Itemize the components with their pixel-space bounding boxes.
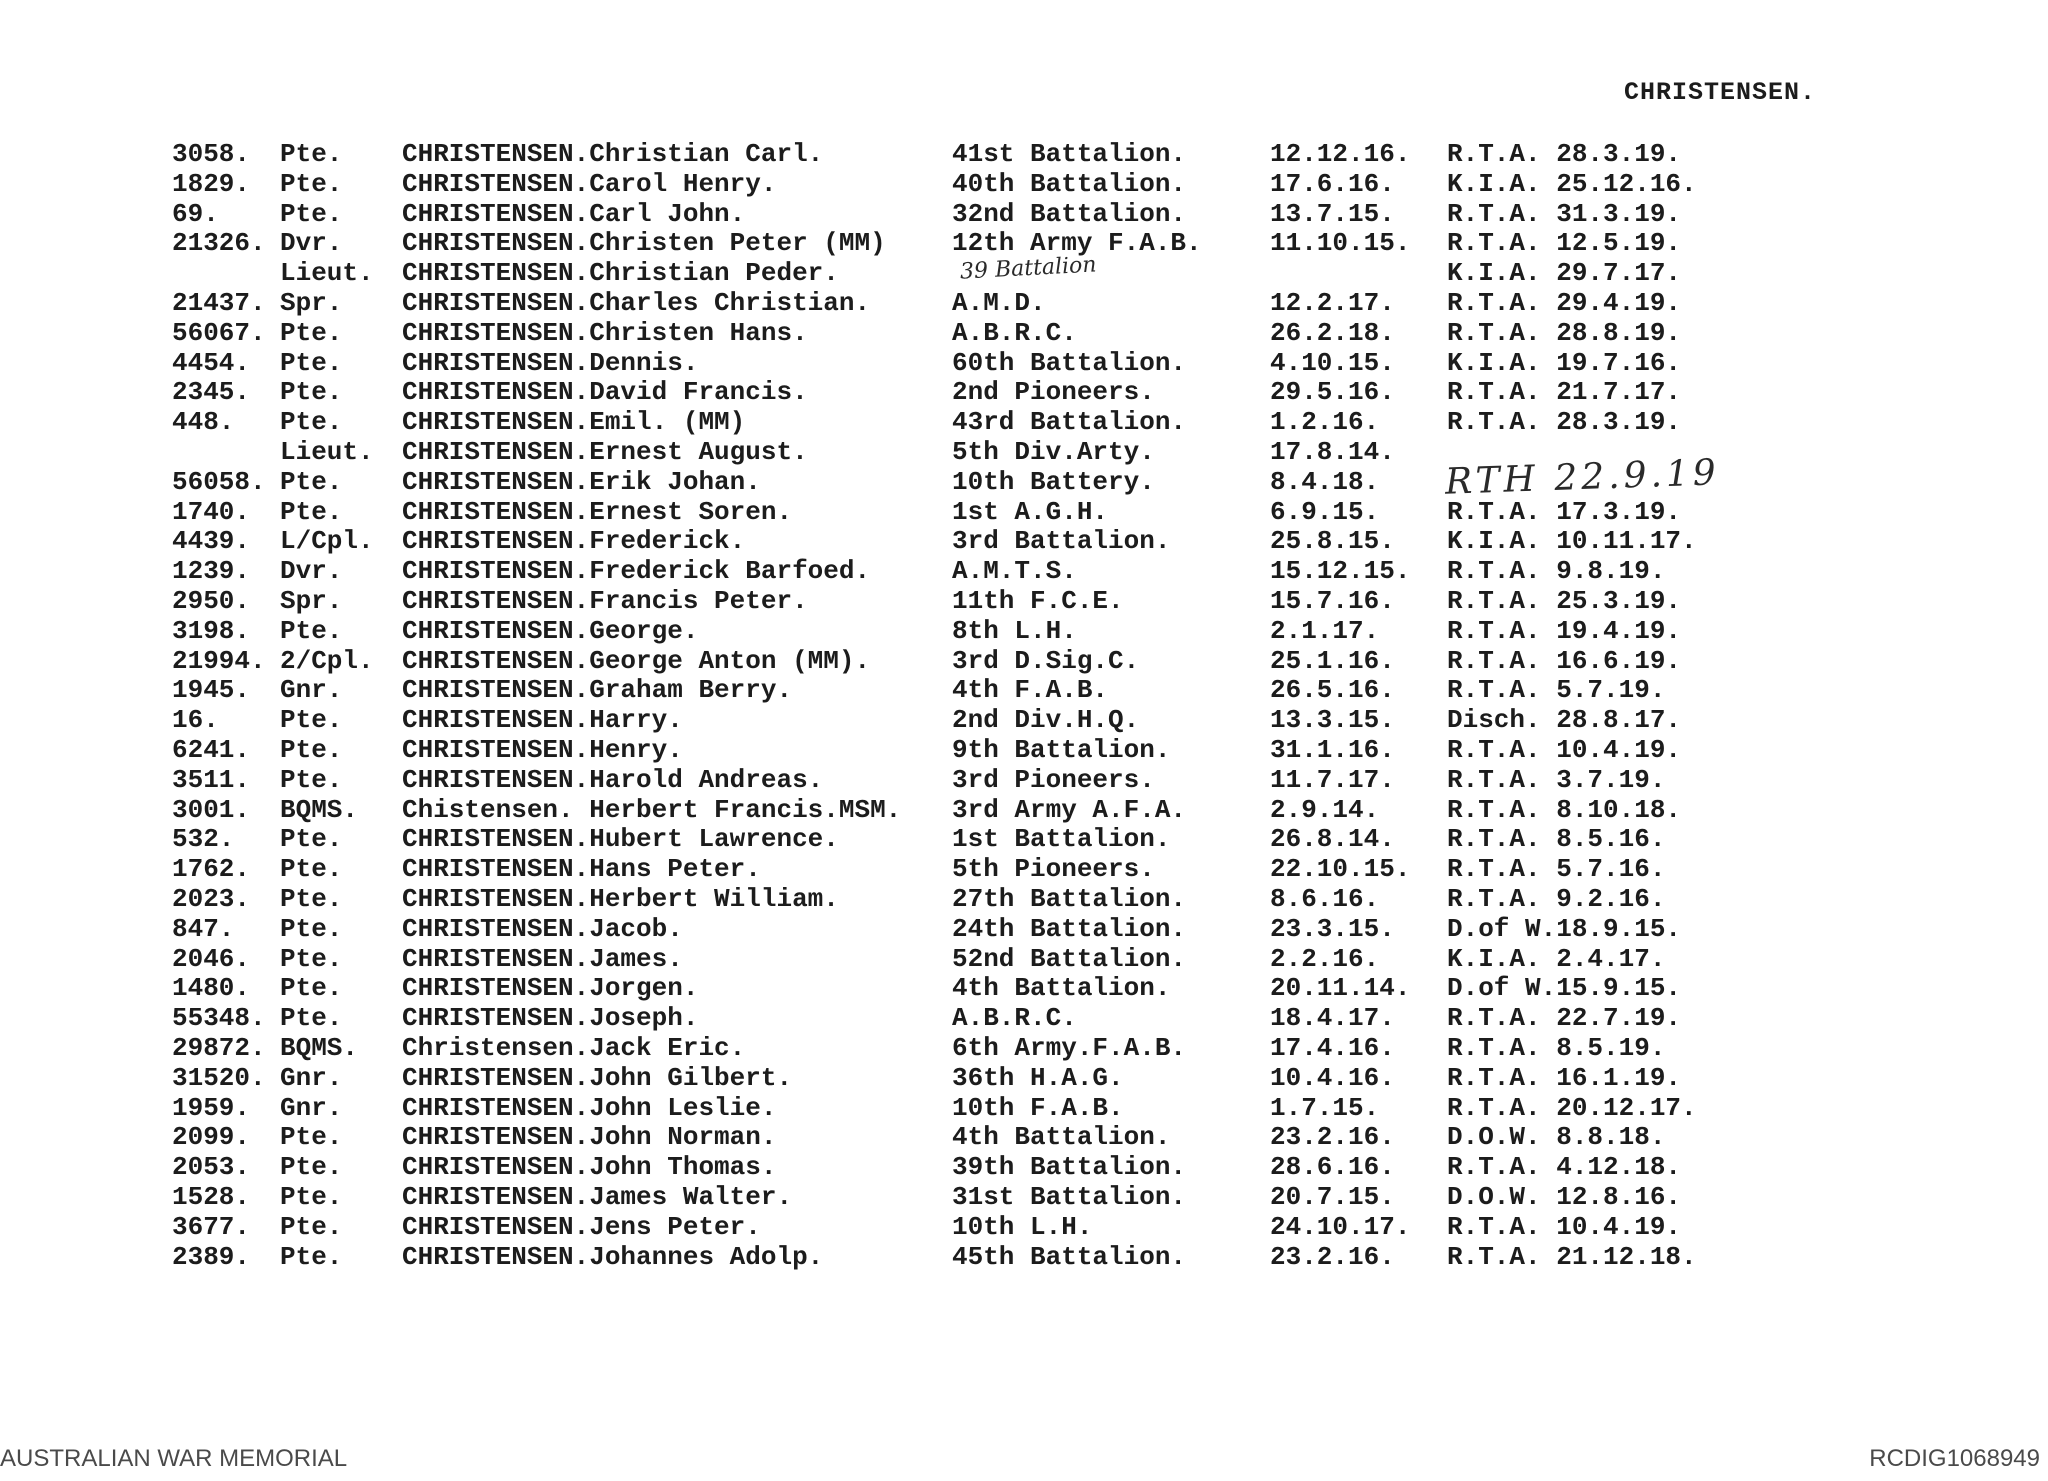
rank: L/Cpl.	[280, 526, 374, 557]
soldier-name: CHRISTENSEN.Carol Henry.	[402, 168, 777, 199]
service-number: 847.	[172, 913, 235, 944]
soldier-name: CHRISTENSEN.Harold Andreas.	[402, 764, 824, 795]
unit: 5th Pioneers.	[952, 854, 1155, 885]
unit: 1st A.G.H.	[952, 496, 1109, 527]
rank: Spr.	[280, 288, 343, 318]
rank: Gnr.	[280, 675, 343, 706]
service-number: 4439.	[172, 526, 251, 557]
unit: A.M.T.S.	[952, 556, 1077, 587]
unit: 12th Army F.A.B.	[952, 228, 1202, 259]
handwritten-unit-note: 39 Battalion	[959, 252, 1098, 285]
enlistment-date: 8.6.16.	[1270, 884, 1380, 914]
enlistment-date: 17.4.16.	[1270, 1033, 1395, 1063]
service-number: 1959.	[172, 1092, 251, 1123]
service-number: 1829.	[172, 168, 251, 199]
fate: Disch. 28.8.17.	[1447, 705, 1682, 736]
rank: Pte.	[280, 466, 343, 497]
soldier-name: CHRISTENSEN.James Walter.	[402, 1182, 793, 1212]
fate: R.T.A. 28.3.19.	[1447, 407, 1682, 438]
soldier-name: CHRISTENSEN.George.	[402, 615, 699, 646]
unit: A.B.R.C.	[952, 1003, 1077, 1034]
service-number: 21994.	[172, 645, 266, 676]
service-number: 1762.	[172, 854, 251, 885]
unit: 10th L.H.	[952, 1211, 1093, 1242]
fate: R.T.A. 10.4.19.	[1447, 735, 1682, 765]
roll-row	[0, 705, 2048, 735]
soldier-name: CHRISTENSEN.Ernest August.	[402, 437, 808, 467]
soldier-name: CHRISTENSEN.John Leslie.	[402, 1092, 777, 1123]
handwritten-return-note: RTH 22.9.19	[1444, 452, 1721, 503]
enlistment-date: 23.3.15.	[1270, 913, 1395, 944]
roll-row	[0, 407, 2048, 437]
roll-row	[0, 169, 2048, 199]
surname-heading: CHRISTENSEN.	[1623, 78, 1816, 107]
soldier-name: CHRISTENSEN.James.	[402, 943, 683, 974]
unit: 4th Battalion.	[952, 1122, 1171, 1153]
service-number: 56058.	[172, 466, 266, 497]
roll-row	[0, 199, 2048, 229]
rank: Pte.	[280, 1122, 343, 1153]
service-number: 448.	[172, 407, 235, 438]
fate: D.O.W. 8.8.18.	[1447, 1122, 1666, 1153]
roll-row	[0, 1003, 2048, 1033]
unit: A.M.D.	[952, 288, 1046, 318]
rank: Pte.	[280, 824, 343, 855]
roll-row	[0, 1152, 2048, 1182]
enlistment-date: 13.3.15.	[1270, 705, 1395, 736]
roll-row	[0, 854, 2048, 884]
enlistment-date: 25.1.16.	[1270, 645, 1395, 676]
service-number: 16.	[172, 705, 219, 736]
enlistment-date: 15.7.16.	[1270, 586, 1395, 616]
soldier-name: CHRISTENSEN.Jorgen.	[402, 973, 699, 1004]
rank: BQMS.	[280, 794, 359, 825]
enlistment-date: 29.5.16.	[1270, 377, 1395, 408]
roll-row	[0, 348, 2048, 378]
soldier-name: CHRISTENSEN.Christen Peter (MM)	[402, 228, 886, 259]
rank: Pte.	[280, 1241, 343, 1272]
fate: K.I.A. 2.4.17.	[1447, 943, 1666, 974]
enlistment-date: 13.7.15.	[1270, 198, 1395, 229]
soldier-name: Christensen.Jack Eric.	[402, 1033, 746, 1063]
service-number: 56067.	[172, 317, 266, 348]
soldier-name: CHRISTENSEN.Jens Peter.	[402, 1211, 761, 1242]
roll-row	[0, 824, 2048, 854]
roll-row	[0, 765, 2048, 795]
soldier-name: CHRISTENSEN.Carl John.	[402, 198, 746, 229]
rank: Pte.	[280, 198, 343, 229]
unit: 41st Battalion.	[952, 139, 1187, 169]
enlistment-date: 24.10.17.	[1270, 1211, 1411, 1242]
soldier-name: CHRISTENSEN.John Norman.	[402, 1122, 777, 1153]
enlistment-date: 26.5.16.	[1270, 675, 1395, 706]
soldier-name: CHRISTENSEN.Johannes Adolp.	[402, 1241, 824, 1272]
rank: Pte.	[280, 615, 343, 646]
soldier-name: CHRISTENSEN.Hubert Lawrence.	[402, 824, 839, 855]
rank: Pte.	[280, 407, 343, 438]
fate: D.of W.18.9.15.	[1447, 913, 1682, 944]
service-number: 6241.	[172, 735, 251, 765]
soldier-name: CHRISTENSEN.Harry.	[402, 705, 683, 736]
fate: K.I.A. 25.12.16.	[1447, 168, 1697, 199]
soldier-name: CHRISTENSEN.George Anton (MM).	[402, 645, 871, 676]
rank: Pte.	[280, 317, 343, 348]
service-number: 1239.	[172, 556, 251, 587]
service-number: 69.	[172, 198, 219, 229]
enlistment-date: 6.9.15.	[1270, 496, 1380, 527]
soldier-name: CHRISTENSEN.Dennis.	[402, 347, 699, 378]
unit: 8th L.H.	[952, 615, 1077, 646]
enlistment-date: 26.8.14.	[1270, 824, 1395, 855]
soldier-name: CHRISTENSEN.Christian Peder.	[402, 258, 839, 289]
soldier-name: CHRISTENSEN.Emil. (MM)	[402, 407, 746, 438]
unit: 4th Battalion.	[952, 973, 1171, 1004]
roll-row	[0, 1212, 2048, 1242]
enlistment-date: 2.2.16.	[1270, 943, 1380, 974]
soldier-name: CHRISTENSEN.Graham Berry.	[402, 675, 793, 706]
service-number: 2023.	[172, 884, 251, 914]
roll-row	[0, 1242, 2048, 1272]
fate: R.T.A. 29.4.19.	[1447, 288, 1682, 318]
fate: R.T.A. 12.5.19.	[1447, 228, 1682, 259]
soldier-name: CHRISTENSEN.Hans Peter.	[402, 854, 761, 885]
fate: R.T.A. 28.8.19.	[1447, 317, 1682, 348]
fate: D.O.W. 12.8.16.	[1447, 1182, 1682, 1212]
service-number: 4454.	[172, 347, 251, 378]
soldier-name: CHRISTENSEN.Frederick.	[402, 526, 746, 557]
rank: Dvr.	[280, 556, 343, 587]
enlistment-date: 11.10.15.	[1270, 228, 1411, 259]
rank: Pte.	[280, 764, 343, 795]
unit: A.B.R.C.	[952, 317, 1077, 348]
soldier-name: CHRISTENSEN.Herbert William.	[402, 884, 839, 914]
service-number: 2950.	[172, 586, 251, 616]
enlistment-date: 12.12.16.	[1270, 139, 1411, 169]
unit: 3rd D.Sig.C.	[952, 645, 1140, 676]
service-number: 2053.	[172, 1152, 251, 1183]
service-number: 2345.	[172, 377, 251, 408]
soldier-name: CHRISTENSEN.John Gilbert.	[402, 1062, 793, 1093]
roll-row	[0, 288, 2048, 318]
roll-row	[0, 884, 2048, 914]
rank: Pte.	[280, 496, 343, 527]
service-number: 2046.	[172, 943, 251, 974]
roll-row	[0, 1033, 2048, 1063]
rank: Gnr.	[280, 1062, 343, 1093]
rank: Lieut.	[280, 437, 374, 467]
rank: Pte.	[280, 347, 343, 378]
fate: R.T.A. 19.4.19.	[1447, 615, 1682, 646]
service-number: 1480.	[172, 973, 251, 1004]
enlistment-date: 25.8.15.	[1270, 526, 1395, 557]
service-number: 3198.	[172, 615, 251, 646]
enlistment-date: 2.9.14.	[1270, 794, 1380, 825]
fate: R.T.A. 25.3.19.	[1447, 586, 1682, 616]
enlistment-date: 18.4.17.	[1270, 1003, 1395, 1034]
enlistment-date: 23.2.16.	[1270, 1122, 1395, 1153]
roll-row	[0, 914, 2048, 944]
fate: R.T.A. 21.12.18.	[1447, 1241, 1697, 1272]
rank: Pte.	[280, 913, 343, 944]
roll-row	[0, 1093, 2048, 1123]
service-number: 31520.	[172, 1062, 266, 1093]
unit: 10th Battery.	[952, 466, 1155, 497]
institution-credit: AUSTRALIAN WAR MEMORIAL	[0, 1445, 348, 1472]
fate: R.T.A. 9.8.19.	[1447, 556, 1666, 587]
enlistment-date: 20.7.15.	[1270, 1182, 1395, 1212]
enlistment-date: 11.7.17.	[1270, 764, 1395, 795]
roll-row	[0, 586, 2048, 616]
service-number: 2099.	[172, 1122, 251, 1153]
unit: 39th Battalion.	[952, 1152, 1187, 1183]
unit: 43rd Battalion.	[952, 407, 1187, 438]
roll-row	[0, 616, 2048, 646]
fate: D.of W.15.9.15.	[1447, 973, 1682, 1004]
roll-row	[0, 735, 2048, 765]
rank: Pte.	[280, 854, 343, 885]
service-number: 1740.	[172, 496, 251, 527]
unit: 1st Battalion.	[952, 824, 1171, 855]
enlistment-date: 10.4.16.	[1270, 1062, 1395, 1093]
unit: 6th Army.F.A.B.	[952, 1033, 1187, 1063]
roll-row	[0, 675, 2048, 705]
rank: Pte.	[280, 943, 343, 974]
roll-row	[0, 556, 2048, 586]
fate: R.T.A. 22.7.19.	[1447, 1003, 1682, 1034]
rank: Pte.	[280, 735, 343, 765]
unit: 52nd Battalion.	[952, 943, 1187, 974]
fate: R.T.A. 31.3.19.	[1447, 198, 1682, 229]
soldier-name: CHRISTENSEN.Frederick Barfoed.	[402, 556, 871, 587]
roll-row	[0, 1182, 2048, 1212]
rank: Pte.	[280, 377, 343, 408]
fate: R.T.A. 3.7.19.	[1447, 764, 1666, 795]
roll-row	[0, 497, 2048, 527]
soldier-name: CHRISTENSEN.John Thomas.	[402, 1152, 777, 1183]
unit: 32nd Battalion.	[952, 198, 1187, 229]
unit: 5th Div.Arty.	[952, 437, 1155, 467]
fate: R.T.A. 8.10.18.	[1447, 794, 1682, 825]
unit: 60th Battalion.	[952, 347, 1187, 378]
unit: 36th H.A.G.	[952, 1062, 1124, 1093]
service-number: 3511.	[172, 764, 251, 795]
fate: R.T.A. 5.7.19.	[1447, 675, 1666, 706]
fate: K.I.A. 10.11.17.	[1447, 526, 1697, 557]
service-number: 55348.	[172, 1003, 266, 1034]
soldier-name: CHRISTENSEN.Charles Christian.	[402, 288, 871, 318]
roll-row	[0, 139, 2048, 169]
rank: Pte.	[280, 1211, 343, 1242]
fate: R.T.A. 21.7.17.	[1447, 377, 1682, 408]
unit: 9th Battalion.	[952, 735, 1171, 765]
unit: 31st Battalion.	[952, 1182, 1187, 1212]
unit: 24th Battalion.	[952, 913, 1187, 944]
unit: 3rd Battalion.	[952, 526, 1171, 557]
unit: 2nd Pioneers.	[952, 377, 1155, 408]
service-number: 1945.	[172, 675, 251, 706]
enlistment-date: 22.10.15.	[1270, 854, 1411, 885]
roll-row	[0, 646, 2048, 676]
enlistment-date: 23.2.16.	[1270, 1241, 1395, 1272]
roll-row	[0, 318, 2048, 348]
fate: R.T.A. 8.5.16.	[1447, 824, 1666, 855]
rank: Pte.	[280, 1152, 343, 1183]
service-number: 21437.	[172, 288, 266, 318]
fate: R.T.A. 4.12.18.	[1447, 1152, 1682, 1183]
unit: 45th Battalion.	[952, 1241, 1187, 1272]
roll-row	[0, 973, 2048, 1003]
soldier-name: CHRISTENSEN.Christian Carl.	[402, 139, 824, 169]
soldier-name: CHRISTENSEN.David Francis.	[402, 377, 808, 408]
fate: R.T.A. 28.3.19.	[1447, 139, 1682, 169]
rank: Pte.	[280, 1003, 343, 1034]
rank: BQMS.	[280, 1033, 359, 1063]
unit: 40th Battalion.	[952, 168, 1187, 199]
roll-row	[0, 467, 2048, 497]
rank: Pte.	[280, 168, 343, 199]
fate: R.T.A. 20.12.17.	[1447, 1092, 1697, 1123]
unit: 3rd Army A.F.A.	[952, 794, 1187, 825]
roll-row	[0, 1063, 2048, 1093]
enlistment-date: 17.6.16.	[1270, 168, 1395, 199]
unit: 4th F.A.B.	[952, 675, 1109, 706]
fate: K.I.A. 19.7.16.	[1447, 347, 1682, 378]
rank: Dvr.	[280, 228, 343, 259]
rank: Pte.	[280, 973, 343, 1004]
unit: 11th F.C.E.	[952, 586, 1124, 616]
roll-row	[0, 377, 2048, 407]
soldier-name: CHRISTENSEN.Henry.	[402, 735, 683, 765]
rank: Pte.	[280, 705, 343, 736]
roll-row	[0, 1122, 2048, 1152]
soldier-name: CHRISTENSEN.Christen Hans.	[402, 317, 808, 348]
unit: 3rd Pioneers.	[952, 764, 1155, 795]
service-number: 3677.	[172, 1211, 251, 1242]
soldier-name: CHRISTENSEN.Erik Johan.	[402, 466, 761, 497]
fate: R.T.A. 10.4.19.	[1447, 1211, 1682, 1242]
rank: Pte.	[280, 139, 343, 169]
roll-row	[0, 437, 2048, 467]
rank: Spr.	[280, 586, 343, 616]
rank: 2/Cpl.	[280, 645, 374, 676]
enlistment-date: 4.10.15.	[1270, 347, 1395, 378]
soldier-name: Chistensen. Herbert Francis.MSM.	[402, 794, 902, 825]
item-identifier: RCDIG1068949	[1869, 1445, 2040, 1472]
service-number: 3058.	[172, 139, 251, 169]
unit: 2nd Div.H.Q.	[952, 705, 1140, 736]
soldier-name: CHRISTENSEN.Ernest Soren.	[402, 496, 793, 527]
service-number: 532.	[172, 824, 235, 855]
rank: Lieut.	[280, 258, 374, 289]
enlistment-date: 31.1.16.	[1270, 735, 1395, 765]
service-number: 3001.	[172, 794, 251, 825]
enlistment-date: 15.12.15.	[1270, 556, 1411, 587]
enlistment-date: 2.1.17.	[1270, 615, 1380, 646]
roll-row	[0, 795, 2048, 825]
soldier-name: CHRISTENSEN.Jacob.	[402, 913, 683, 944]
enlistment-date: 28.6.16.	[1270, 1152, 1395, 1183]
roll-row	[0, 944, 2048, 974]
roll-row	[0, 228, 2048, 258]
service-number: 1528.	[172, 1182, 251, 1212]
roll-row	[0, 526, 2048, 556]
soldier-name: CHRISTENSEN.Francis Peter.	[402, 586, 808, 616]
enlistment-date: 17.8.14.	[1270, 437, 1395, 467]
fate: R.T.A. 16.1.19.	[1447, 1062, 1682, 1093]
rank: Gnr.	[280, 1092, 343, 1123]
unit: 10th F.A.B.	[952, 1092, 1124, 1123]
fate: R.T.A. 8.5.19.	[1447, 1033, 1666, 1063]
fate: K.I.A. 29.7.17.	[1447, 258, 1682, 289]
service-number: 21326.	[172, 228, 266, 259]
fate: R.T.A. 9.2.16.	[1447, 884, 1666, 914]
soldier-name: CHRISTENSEN.Joseph.	[402, 1003, 699, 1034]
rank: Pte.	[280, 1182, 343, 1212]
enlistment-date: 1.7.15.	[1270, 1092, 1380, 1123]
service-number: 29872.	[172, 1033, 266, 1063]
enlistment-date: 12.2.17.	[1270, 288, 1395, 318]
enlistment-date: 26.2.18.	[1270, 317, 1395, 348]
fate: R.T.A. 5.7.16.	[1447, 854, 1666, 885]
fate: R.T.A. 16.6.19.	[1447, 645, 1682, 676]
enlistment-date: 20.11.14.	[1270, 973, 1411, 1004]
enlistment-date: 8.4.18.	[1270, 466, 1380, 497]
fate: R.T.A. 17.3.19.	[1447, 496, 1682, 527]
enlistment-date: 1.2.16.	[1270, 407, 1380, 438]
rank: Pte.	[280, 884, 343, 914]
unit: 27th Battalion.	[952, 884, 1187, 914]
service-number: 2389.	[172, 1241, 251, 1272]
